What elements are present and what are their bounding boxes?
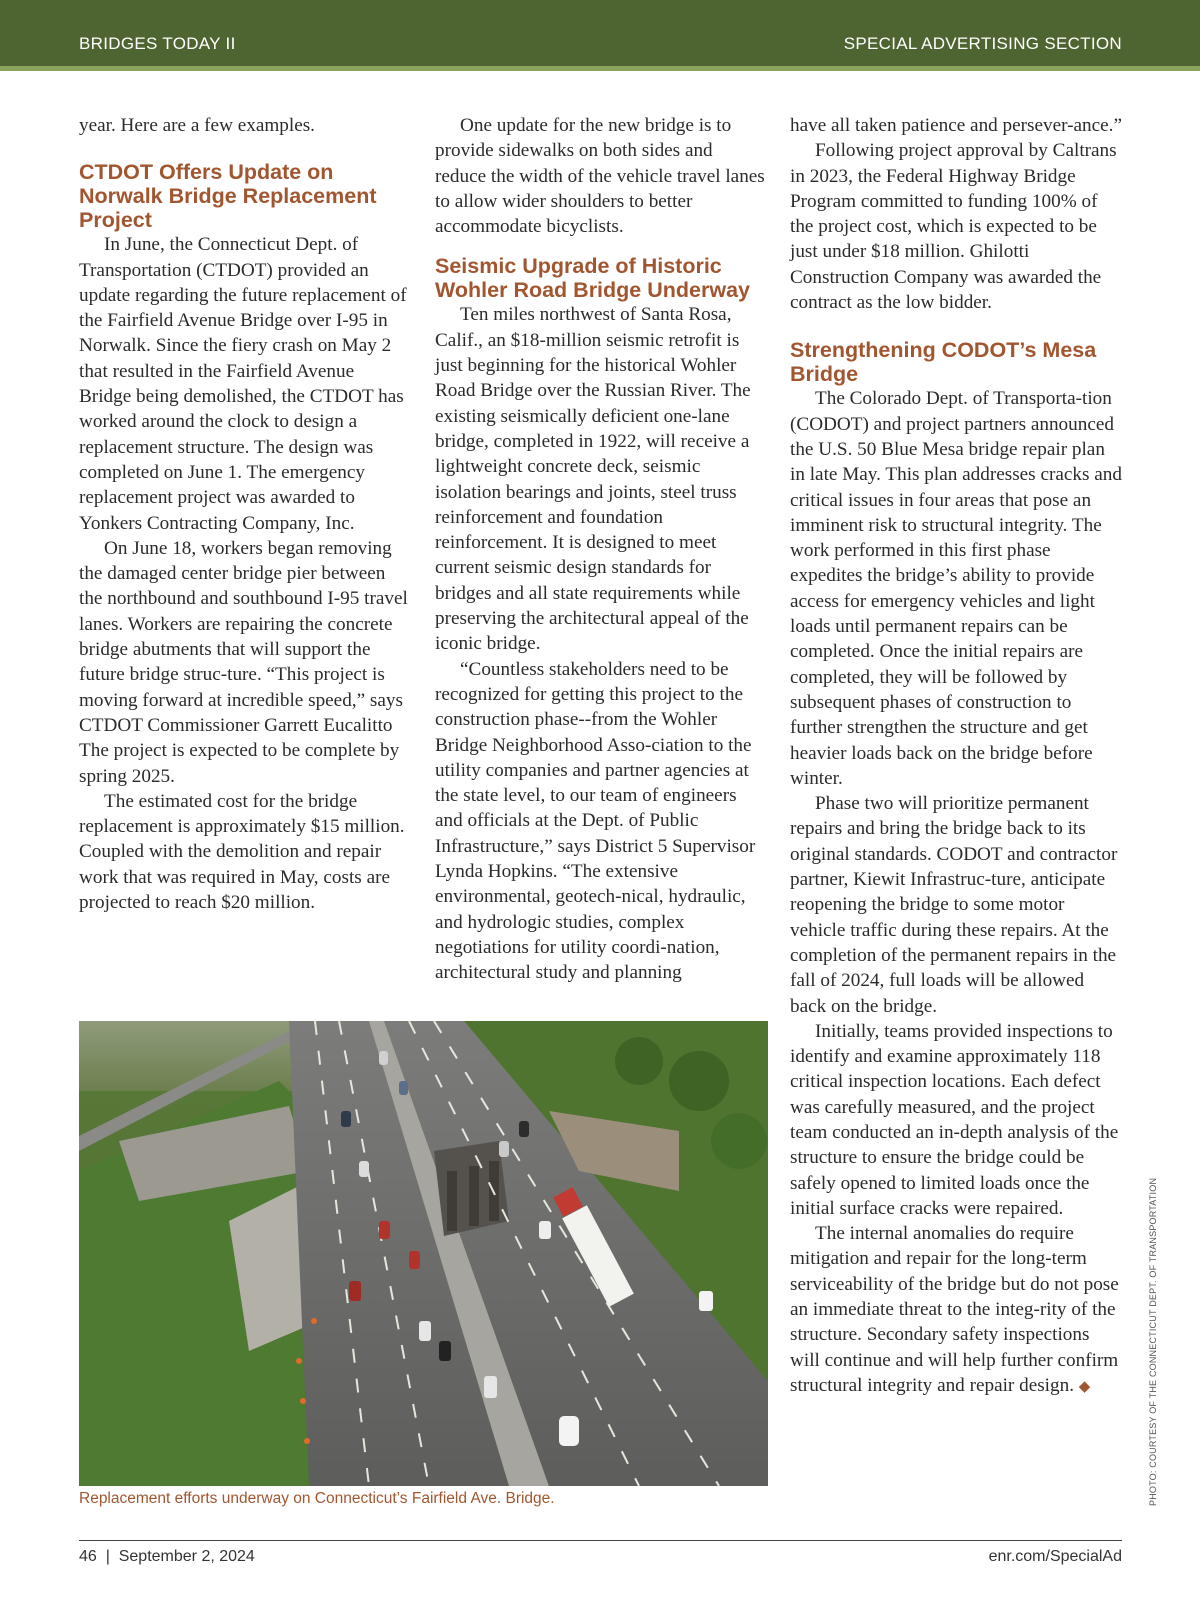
paragraph: Phase two will prioritize permanent repairs and bring the bridge back to its original standards. CODOT and contractor partner, Kiewit Infrastruc-ture, anticipate reopening the bridge to some motor vehicle traffic during these repairs. At the completion of the permanent repairs in the fall of 2024, full loads will be allowed back on the bridge. (790, 793, 1118, 1017)
column-3 (790, 113, 1122, 1400)
paragraph: The estimated cost for the bridge replacement is approximately $15 million. Coupled with the demolition and repair work that was required in May, costs are projected to reach $20 million. (79, 790, 405, 914)
paragraph: Following project approval by Caltrans in 2023, the Federal Highway Bridge Program committed to funding 100% of the project cost, which is expected to be just under $18 million. Ghilotti Construction Company was awarded the contract as the low bidder. (790, 140, 1117, 314)
photo-caption: Replacement efforts underway on Connecticut’s Fairfield Ave. Bridge. (79, 1490, 555, 1507)
heading-wohler-bridge: Seismic Upgrade of Historic Wohler Road Bridge Underway (435, 254, 750, 303)
column-1 (79, 113, 411, 915)
page-header (0, 0, 1200, 66)
paragraph: The Colorado Dept. of Transporta-tion (CODOT) and project partners announced the U.S. 50 Blue Mesa bridge repair plan in late May. This plan addresses cracks and critical issues in four areas that pose an imminent risk to structural integrity. The work performed in this first phase expedites the bridge’s ability to provide access for emergency vehicles and light loads until permanent repairs can be completed. Once the initial repairs are completed, they will be followed by subsequent phases of construction to further strengthen the structure and get heavier loads back on the bridge before winter. (790, 388, 1122, 789)
header-divider (0, 66, 1200, 71)
paragraph: have all taken patience and persever-ance.” (790, 115, 1122, 136)
heading-mesa-bridge: Strengthening CODOT’s Mesa Bridge (790, 338, 1097, 387)
issue-date: September 2, 2024 (118, 1548, 255, 1565)
intro-text: year. Here are a few examples. (79, 115, 315, 136)
paragraph: Ten miles northwest of Santa Rosa, Calif., an $18-million seismic retrofit is just beginning for the historical Wohler Road Bridge over the Russian River. The existing seismically deficient one-lane bridge, completed in 1922, will receive a lightweight concrete deck, seismic isolation bearings and joints, steel truss reinforcement and foundation reinforcement. It is designed to meet current seismic design standards for bridges and all state requirements while preserving the architectural appeal of the iconic bridge. (435, 304, 751, 655)
page-number: 46 (79, 1548, 97, 1565)
footer-divider (79, 1540, 1122, 1541)
column-2 (435, 113, 767, 986)
heading-norwalk-bridge: CTDOT Offers Update on Norwalk Bridge Replacement Project (79, 160, 377, 233)
bridge-photo (79, 1021, 768, 1486)
footer-page-info (79, 1548, 255, 1566)
advertising-label: SPECIAL ADVERTISING SECTION (843, 34, 1122, 53)
footer-separator: | (105, 1548, 110, 1565)
paragraph: One update for the new bridge is to provide sidewalks on both sides and reduce the width of the vehicle travel lanes to allow wider shoulders to better accommodate bicyclists. (435, 115, 765, 238)
end-mark-icon: ◆ (1078, 1378, 1091, 1395)
paragraph: “Countless stakeholders need to be recognized for getting this project to the construction phase--from the Wohler Bridge Neighborhood Asso-ciation to the utility companies and partner agencies at the state level, to our team of engineers and officials at the Dept. of Public Infrastructure,” says District 5 Supervisor Lynda Hopkins. “The extensive environmental, geotech-nical, hydraulic, and hydrologic studies, complex negotiations for utility coordi-nation, architectural study and planning (435, 658, 756, 984)
footer-url[interactable]: enr.com/SpecialAd (988, 1548, 1122, 1565)
last-paragraph-text: The internal anomalies do require mitigation and repair for the long-term serviceability of the bridge but do not pose an immediate threat to the integ-rity of the structure. Secondary safety inspections will continue and will help further confirm structural integrity and repair design. (790, 1223, 1119, 1396)
highway-aerial-illustration (79, 1021, 768, 1486)
paragraph: In June, the Connecticut Dept. of Transportation (CTDOT) provided an update regarding the future replacement of the Fairfield Avenue Bridge over I-95 in Norwalk. Since the fiery crash on May 2 that resulted in the Fairfield Avenue Bridge being demolished, the CTDOT has worked around the clock to design a replacement structure. The design was completed on June 1. The emergency replacement project was awarded to Yonkers Contracting Company, Inc. (79, 234, 407, 534)
paragraph (790, 1221, 1122, 1400)
paragraph: On June 18, workers began removing the damaged center bridge pier between the northbound and southbound I-95 travel lanes. Workers are repairing the concrete bridge abutments that will support the future bridge struc-ture. “This project is moving forward at incredible speed,” says CTDOT Commissioner Garrett Eucalitto The project is expected to be complete by spring 2025. (79, 537, 408, 787)
paragraph: Initially, teams provided inspections to identify and examine approximately 118 critical inspection locations. Each defect was carefully measured, and the project team conducted an in-depth analysis of the structure to ensure the bridge could be safely opened to limited loads once the initial surface cracks were repaired. (790, 1020, 1119, 1219)
photo-credit: PHOTO: COURTESY OF THE CONNECTICUT DEPT. OF TRANSPORTATION (1148, 1177, 1158, 1506)
section-title: BRIDGES TODAY II (79, 34, 236, 53)
